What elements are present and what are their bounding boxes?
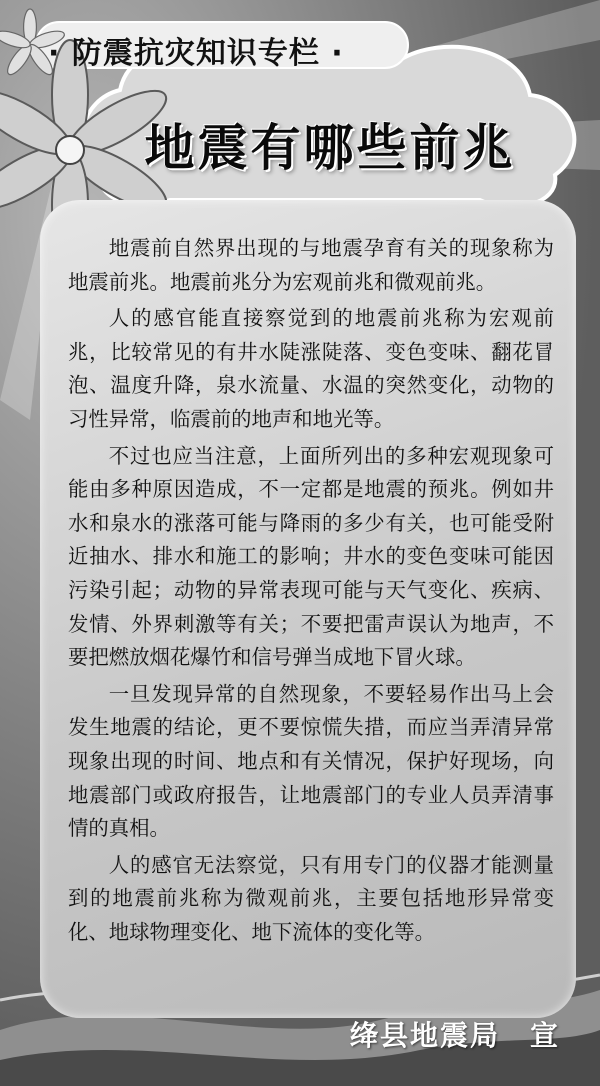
- paragraph: 人的感官能直接察觉到的地震前兆称为宏观前兆，比较常见的有井水陡涨陡落、变色变味、翻花冒泡、温度升降，泉水流量、水温的突然变化，动物的习性异常，临震前的地声和地光等。: [68, 306, 554, 431]
- article-body: [68, 232, 554, 952]
- paragraph: 一旦发现异常的自然现象，不要轻易作出马上会发生地震的结论，更不要惊慌失措，而应当弄清异常现象出现的时间、地点和有关情况，保护好现场，向地震部门或政府报告，让地震部门的专业人员弄清事情的真相。: [68, 681, 554, 841]
- paragraph: 人的感官无法察觉，只有用专门的仪器才能测量到的地震前兆称为微观前兆，主要包括地形异常变化、地球物理变化、地下流体的变化等。: [68, 852, 554, 944]
- series-title: · 防震抗灾知识专栏 ·: [48, 36, 344, 71]
- paragraph: 地震前自然界出现的与地震孕育有关的现象称为地震前兆。地震前兆分为宏观前兆和微观前兆。: [68, 236, 554, 294]
- paragraph: 不过也应当注意，上面所列出的多种宏观现象可能由多种原因造成，不一定都是地震的预兆。例如井水和泉水的涨落可能与降雨的多少有关，也可能受附近抽水、排水和施工的影响；井水的变色变味可能因污染引起；动物的异常表现可能与天气变化、疾病、发情、外界刺激等有关；不要把雷声误认为地声，不要把燃放烟花爆竹和信号弹当成地下冒火球。: [68, 443, 554, 670]
- issuer-signature: 绛县地震局 宣: [349, 1019, 560, 1052]
- page-title: 地震有哪些前兆: [144, 119, 516, 177]
